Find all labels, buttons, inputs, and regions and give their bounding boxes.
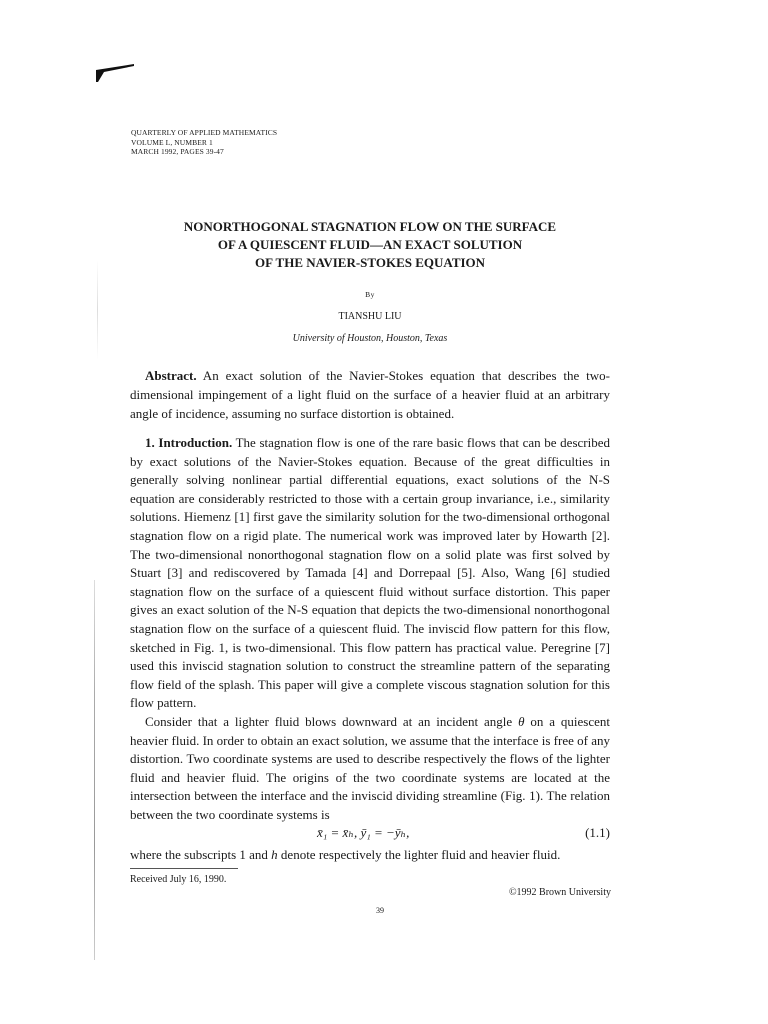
subscript-h-symbol: h bbox=[271, 847, 278, 862]
author-name: TIANSHU LIU bbox=[338, 311, 402, 322]
paragraph-2-text-a: Consider that a lighter fluid blows downward at an incident angle bbox=[145, 713, 519, 729]
post-equation-part-2: denote respectively the lighter fluid and heavier fluid. bbox=[277, 847, 561, 862]
journal-header bbox=[131, 128, 277, 157]
journal-volume: VOLUME L, NUMBER 1 bbox=[131, 137, 213, 147]
title-line-2: OF A QUIESCENT FLUID—AN EXACT SOLUTION bbox=[217, 237, 523, 252]
title-line-3: OF THE NAVIER-STOKES EQUATION bbox=[254, 255, 486, 270]
binding-edge-shadow-faint bbox=[97, 260, 98, 360]
theta-symbol: θ bbox=[518, 713, 525, 729]
page-number: 39 bbox=[376, 906, 384, 915]
post-equation-text bbox=[130, 846, 610, 864]
journal-name: QUARTERLY OF APPLIED MATHEMATICS bbox=[131, 128, 278, 137]
equation-number: (1.1) bbox=[585, 825, 610, 840]
author-affiliation: University of Houston, Houston, Texas bbox=[292, 333, 448, 344]
paper-title bbox=[120, 218, 620, 272]
title-line-1: NONORTHOGONAL STAGNATION FLOW ON THE SURFACE bbox=[183, 219, 557, 234]
equation-body: x̄₁ = x̄ₕ, ȳ₁ = −ȳₕ, bbox=[317, 825, 410, 840]
post-equation-part-1: where the subscripts 1 and bbox=[130, 847, 272, 862]
abstract bbox=[130, 366, 610, 423]
abstract-text: An exact solution of the Navier-Stokes equation that describes the two-dimensional impingement of a light fluid on the surface of a heavier fluid at an arbitrary angle of incidence, assuming no surface distortion is obtained. bbox=[130, 368, 610, 421]
abstract-label: Abstract. bbox=[145, 368, 197, 383]
equation-1-1 bbox=[130, 825, 610, 845]
journal-date-pages: MARCH 1992, PAGES 39-47 bbox=[131, 147, 224, 156]
introduction-paragraph-1-text: The stagnation flow is one of the rare basic flows that can be described by exact solutions of the Navier-Stokes equation. Because of the great difficulties in generally solving nonlinear partial differential equations, exact solutions of the N-S equation are considerably restricted to those with a certain group invariance, i.e., similarity solutions. Hiemenz [1] first gave the similarity solution for the two-dimensional orthogonal stagnation flow on a rigid plate. The numerical work was improved later by Howarth [2]. The two-dimensional nonorthogonal stagnation flow on a solid plate was first solved by Stuart [3] and rediscovered by Tamada [4] and Dorrepaal [5]. Also, Wang [6] studied stagnation flow on the surface of a quiescent fluid without surface distortion. This paper gives an exact solution of the N-S equation that depicts the two-dimensional nonorthogonal stagnation flow on the surface of a quiescent fluid. The inviscid flow pattern for this flow, sketched in Fig. 1, is two-dimensional. This flow pattern has practical value. Peregrine [7] used this inviscid stagnation solution to construct the streamline pattern of the separating flow field of the splash. This paper will give a complete viscous stagnation solution for this flow pattern. bbox=[130, 435, 610, 711]
paragraph-2-text-b: on a quiescent heavier fluid. In order to obtain an exact solution, we assume that the interface is free of any distortion. Two coordinate systems are used to describe respectively the flows of the lighter fluid and heavier fluid. The origins of the two coordinate systems are located at the intersection between the interface and the inviscid dividing streamline (Fig. 1). The relation between the two coordinate systems is bbox=[130, 713, 610, 822]
received-date-footnote: Received July 16, 1990. bbox=[130, 874, 227, 885]
introduction-paragraph-1 bbox=[130, 434, 610, 713]
introduction-heading: 1. Introduction. bbox=[145, 435, 233, 450]
copyright-notice: ©1992 Brown University bbox=[508, 887, 611, 898]
binding-edge-shadow bbox=[94, 580, 95, 960]
corner-registration-mark bbox=[96, 64, 134, 82]
byline: By bbox=[365, 290, 375, 299]
introduction-paragraph-2 bbox=[130, 713, 610, 825]
footnote-rule bbox=[130, 868, 238, 869]
introduction-section bbox=[130, 434, 610, 824]
